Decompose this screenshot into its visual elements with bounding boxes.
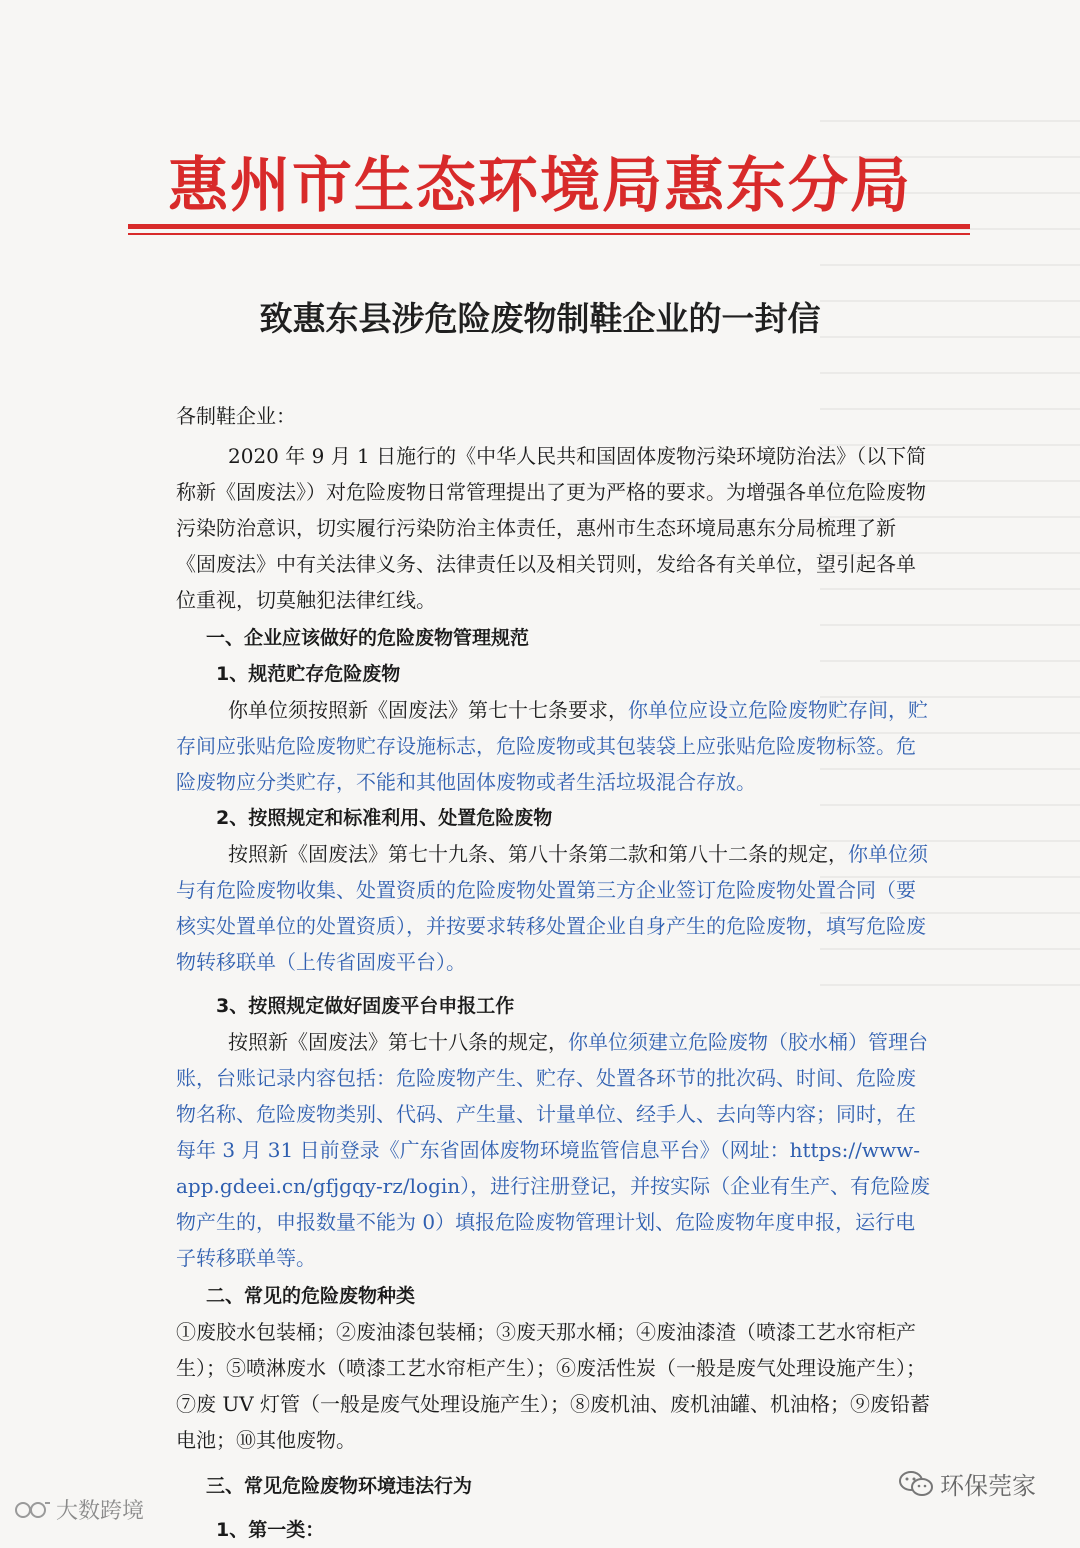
waste-types-list: ①废胶水包装桶；②废油漆包装桶；③废天那水桶；④废油漆渣（喷漆工艺水帘柜产生）；⑤喷淋废水（喷漆工艺水帘柜产生）；⑥废活性炭（一般是废气处理设施产生）；⑦废 UV 灯管（一般是废气处理设施产生）；⑧废机油、废机油罐、机油格；⑨废铅蓄电池；⑩其他废物。 [176, 1320, 931, 1452]
item-2-paragraph [176, 836, 932, 980]
section-2-heading: 二、常见的危险废物种类 [206, 1285, 416, 1307]
item-3-heading: 3、按照规定做好固废平台申报工作 [216, 995, 515, 1017]
section-3-sub-1: 1、第一类： [216, 1519, 325, 1541]
watermark-right-text: 环保莞家 [940, 1472, 1036, 1500]
dashu-logo-icon [14, 1499, 52, 1521]
letterhead-rule-thin [128, 233, 970, 235]
item-3-paragraph [176, 1024, 932, 1276]
item-3-highlight: 你单位须建立危险废物（胶水桶）管理台账，台账记录内容包括：危险废物产生、贮存、处置各环节的批次码、时间、危险废物名称、危险废物类别、代码、产生量、计量单位、经手人、去向等内容；同时，在每年 3 月 31 日前登录《广东省固体废物环境监管信息平台》（网址：https://www-app.gdeei.cn/gfjgqy-rz/login），进行注册登记，并按实际（企业有生产、有危险废物产生的，申报数量不能为 0）填报危险废物管理计划、危险废物年度申报，运行电子转移联单等。 [176, 1030, 931, 1270]
item-1-heading: 1、规范贮存危险废物 [216, 663, 401, 685]
salutation: 各制鞋企业： [176, 404, 296, 428]
agency-letterhead: 惠州市生态环境局惠东分局 [168, 151, 912, 221]
letter-body [176, 398, 932, 1548]
item-2-heading: 2、按照规定和标准利用、处置危险废物 [216, 807, 553, 829]
letterhead-rule-thick [128, 224, 970, 229]
item-1-lead: 你单位须按照新《固废法》第七十七条要求， [228, 698, 628, 722]
section-3-heading: 三、常见危险废物环境违法行为 [206, 1475, 473, 1497]
intro-paragraph: 2020 年 9 月 1 日施行的《中华人民共和国固体废物污染环境防治法》（以下简称新《固废法》）对危险废物日常管理提出了更为严格的要求。为增强各单位危险废物污染防治意识，切实履行污染防治主体责任，惠州市生态环境局惠东分局梳理了新《固废法》中有关法律义务、法律责任以及相关罚则，发给各有关单位，望引起各单位重视，切莫触犯法律红线。 [176, 444, 927, 612]
section-1-heading: 一、企业应该做好的危险废物管理规范 [206, 627, 530, 649]
watermark-left [14, 1494, 144, 1525]
item-3-lead: 按照新《固废法》第七十八条的规定， [228, 1030, 568, 1054]
item-1-highlight: 你单位应设立危险废物贮存间，贮存间应张贴危险废物贮存设施标志，危险废物或其包装袋上应张贴危险废物标签。危险废物应分类贮存，不能和其他固体废物或者生活垃圾混合存放。 [176, 698, 928, 794]
watermark-left-text: 大数跨境 [56, 1499, 145, 1524]
item-1-paragraph [176, 692, 932, 800]
watermark-right [898, 1466, 1036, 1501]
item-2-highlight: 你单位须与有危险废物收集、处置资质的危险废物处置第三方企业签订危险废物处置合同（要核实处置单位的处置资质），并按要求转移处置企业自身产生的危险废物，填写危险废物转移联单（上传省固废平台）。 [176, 842, 928, 974]
letter-title: 致惠东县涉危险废物制鞋企业的一封信 [259, 299, 821, 338]
wechat-icon [898, 1470, 934, 1498]
item-2-lead: 按照新《固废法》第七十九条、第八十条第二款和第八十二条的规定， [228, 842, 848, 866]
